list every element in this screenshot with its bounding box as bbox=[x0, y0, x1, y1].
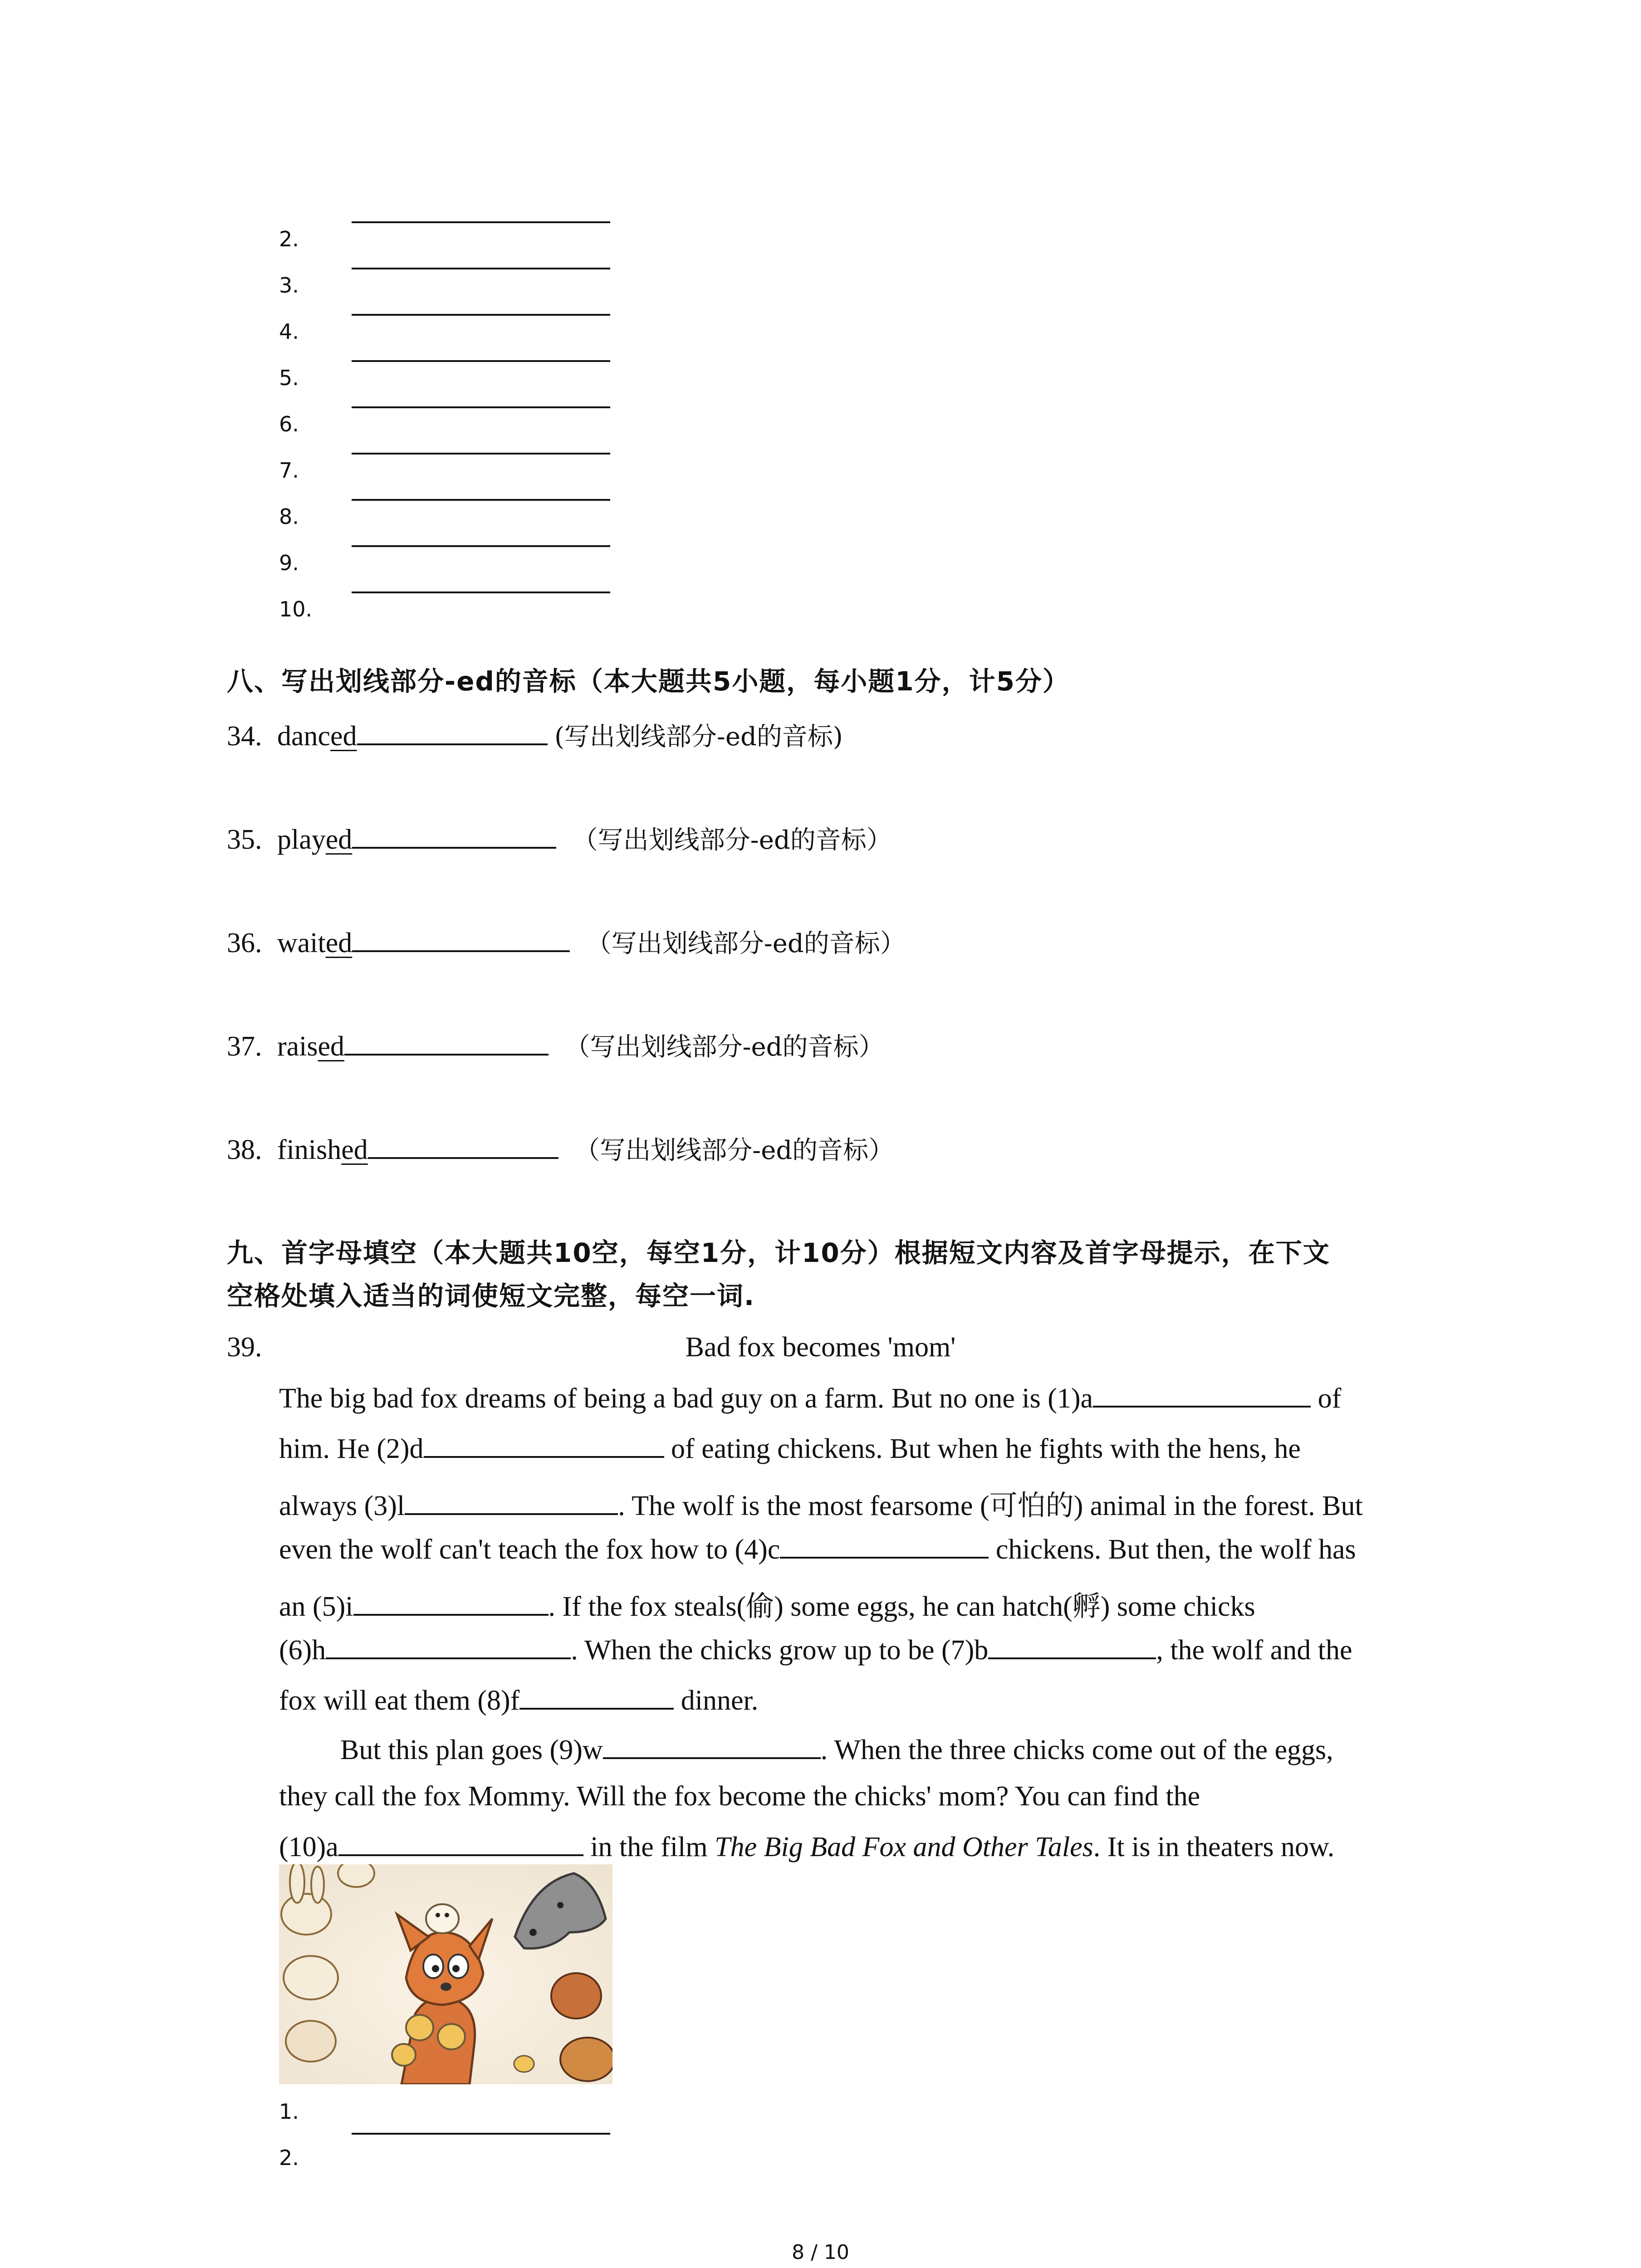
cartoon-illustration bbox=[279, 1864, 612, 2084]
list-number: 4. bbox=[279, 319, 299, 344]
question-number: 35. bbox=[227, 824, 262, 855]
section-heading-line2: 空格处填入适当的词使短文完整，每空一词. bbox=[227, 1281, 755, 1311]
question-word: raised bbox=[277, 1031, 345, 1062]
question-number: 37. bbox=[227, 1031, 262, 1062]
blank-5[interactable] bbox=[353, 1590, 549, 1616]
question-hint: （写出划线部分-ed的音标） bbox=[572, 826, 892, 855]
answer-line[interactable] bbox=[352, 268, 610, 269]
question-hint: (写出划线部分-ed的音标) bbox=[554, 722, 843, 752]
question-37 bbox=[227, 1027, 884, 1063]
question-hint: （写出划线部分-ed的音标） bbox=[586, 929, 906, 958]
passage-line: The big bad fox dreams of being a bad guy on a farm. But no one is (1)a of bbox=[279, 1383, 1342, 1414]
answer-line[interactable] bbox=[352, 314, 610, 316]
list-number: 2. bbox=[279, 227, 299, 251]
list-number: 7. bbox=[279, 458, 299, 483]
list-number: 2. bbox=[279, 2146, 299, 2170]
passage-title: Bad fox becomes 'mom' bbox=[685, 1332, 956, 1363]
answer-blank[interactable] bbox=[352, 927, 570, 952]
blank-2[interactable] bbox=[424, 1432, 664, 1458]
list-number: 9. bbox=[279, 551, 299, 575]
answer-line[interactable] bbox=[352, 2133, 610, 2135]
question-number: 36. bbox=[227, 928, 262, 958]
question-word: waited bbox=[277, 928, 353, 958]
blank-4[interactable] bbox=[780, 1533, 989, 1559]
answer-line[interactable] bbox=[352, 591, 610, 593]
question-word: finished bbox=[277, 1134, 368, 1165]
blank-6[interactable] bbox=[326, 1634, 571, 1659]
answer-line[interactable] bbox=[352, 545, 610, 547]
answer-line[interactable] bbox=[352, 360, 610, 362]
answer-blank[interactable] bbox=[357, 720, 548, 745]
page-number: 8 / 10 bbox=[792, 2241, 849, 2264]
passage-line: always (3)l . The wolf is the most fearsome (可怕的) animal in the forest. But bbox=[279, 1491, 1363, 1521]
section-heading: 九、首字母填空（本大题共10空，每空1分，计10分）根据短文内容及首字母提示，在下文 bbox=[227, 1237, 1330, 1268]
blank-8[interactable] bbox=[519, 1684, 674, 1710]
list-number: 8. bbox=[279, 504, 299, 529]
passage-line: they call the fox Mommy. Will the fox become the chicks' mom? You can find the bbox=[279, 1781, 1200, 1812]
answer-line[interactable] bbox=[352, 453, 610, 455]
passage-line: But this plan goes (9)w . When the three chicks come out of the eggs, bbox=[340, 1735, 1333, 1765]
question-34 bbox=[227, 717, 843, 753]
question-hint: （写出划线部分-ed的音标） bbox=[564, 1032, 884, 1062]
list-number: 1. bbox=[279, 2099, 299, 2124]
list-number: 6. bbox=[279, 412, 299, 436]
question-38 bbox=[227, 1130, 894, 1167]
list-number: 10. bbox=[279, 597, 313, 621]
passage-line: (10)a in the film The Big Bad Fox and Other Tales. It is in theaters now. bbox=[279, 1832, 1335, 1862]
answer-line[interactable] bbox=[352, 406, 610, 408]
blank-1[interactable] bbox=[1093, 1382, 1311, 1408]
question-hint: （写出划线部分-ed的音标） bbox=[574, 1136, 894, 1165]
question-number: 39. bbox=[227, 1332, 262, 1363]
answer-blank[interactable] bbox=[352, 823, 556, 849]
blank-7[interactable] bbox=[988, 1634, 1156, 1659]
question-36 bbox=[227, 924, 906, 960]
list-number: 3. bbox=[279, 273, 299, 298]
passage-line: (6)h . When the chicks grow up to be (7)b , the wolf and the bbox=[279, 1635, 1352, 1666]
blank-9[interactable] bbox=[603, 1734, 821, 1759]
passage-line: an (5)i . If the fox steals(偷) some eggs, he can hatch(孵) some chicks bbox=[279, 1591, 1255, 1622]
list-number: 5. bbox=[279, 366, 299, 390]
passage-line: even the wolf can't teach the fox how to (4)c chickens. But then, the wolf has bbox=[279, 1534, 1356, 1565]
answer-line[interactable] bbox=[352, 499, 610, 501]
blank-3[interactable] bbox=[405, 1490, 618, 1515]
answer-blank[interactable] bbox=[344, 1030, 549, 1056]
question-number: 34. bbox=[227, 721, 262, 752]
question-word: played bbox=[277, 824, 353, 855]
section-heading: 八、写出划线部分-ed的音标（本大题共5小题，每小题1分，计5分） bbox=[227, 666, 1070, 697]
passage-line: fox will eat them (8)f dinner. bbox=[279, 1685, 759, 1716]
answer-blank[interactable] bbox=[368, 1134, 558, 1159]
answer-line[interactable] bbox=[352, 221, 610, 223]
question-word: danced bbox=[277, 721, 357, 752]
passage-line: him. He (2)d of eating chickens. But when he fights with the hens, he bbox=[279, 1433, 1301, 1464]
blank-10[interactable] bbox=[338, 1831, 583, 1856]
question-number: 38. bbox=[227, 1134, 262, 1165]
film-title: The Big Bad Fox and Other Tales bbox=[715, 1832, 1093, 1862]
question-35 bbox=[227, 820, 892, 856]
